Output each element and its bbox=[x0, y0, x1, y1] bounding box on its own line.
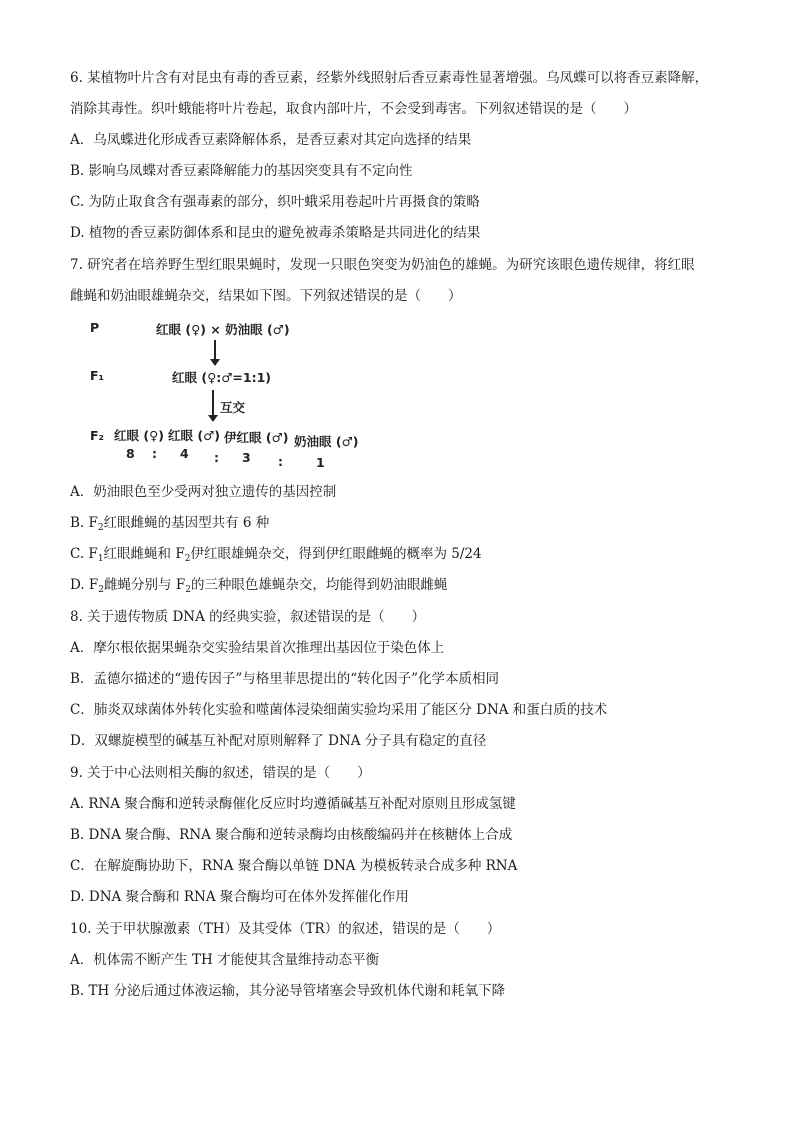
q10-stem: 10. 关于甲状腺激素（TH）及其受体（TR）的叙述，错误的是（ ） bbox=[70, 921, 501, 937]
p-label: P bbox=[90, 320, 100, 335]
f2-item-1: 红眼 (♀) bbox=[114, 428, 164, 443]
q8-option-d: D．双螺旋模型的碱基互补配对原则解释了 DNA 分子具有稳定的直径 bbox=[70, 733, 487, 749]
f2-sep-1: : bbox=[152, 446, 157, 461]
q9-option-a: A. RNA 聚合酶和逆转录酶催化反应时均遵循碱基互补配对原则且形成氢键 bbox=[70, 796, 516, 812]
q9-option-b: B. DNA 聚合酶、RNA 聚合酶和逆转录酶均由核酸编码并在核糖体上合成 bbox=[70, 827, 513, 843]
cross-diagram bbox=[70, 314, 370, 470]
q8-stem: 8. 关于遗传物质 DNA 的经典实验，叙述错误的是（ ） bbox=[70, 609, 426, 625]
q6-stem-line1: 6. 某植物叶片含有对昆虫有毒的香豆素，经紫外线照射后香豆素毒性显著增强。乌凤蝶可以将香豆素降解， bbox=[70, 70, 709, 86]
f2-ratio-3: 3 bbox=[242, 450, 251, 465]
q9-option-d: D. DNA 聚合酶和 RNA 聚合酶均可在体外发挥催化作用 bbox=[70, 889, 409, 905]
q7-option-b: B. $F_2$红眼雌蝇的基因型共有 6 种 bbox=[70, 515, 270, 533]
q6-option-c: C. 为防止取食含有强毒素的部分，织叶蛾采用卷起叶片再摄食的策略 bbox=[70, 194, 480, 210]
q10-option-b: B. TH 分泌后通过体液运输，其分泌导管堵塞会导致机体代谢和耗氧下降 bbox=[70, 983, 506, 999]
q10-option-a: A．机体需不断产生 TH 才能使其含量维持动态平衡 bbox=[70, 952, 380, 968]
arrow-to-f1 bbox=[214, 340, 216, 360]
q6-option-a: A．乌凤蝶进化形成香豆素降解体系，是香豆素对其定向选择的结果 bbox=[70, 132, 472, 148]
f2-label: F₂ bbox=[90, 428, 105, 443]
q7-option-d: D. $F_2$雌蝇分别与 $F_2$的三种眼色雄蝇杂交，均能得到奶油眼雌蝇 bbox=[70, 577, 448, 595]
intercross-label: 互交 bbox=[220, 400, 246, 415]
q6-option-d: D. 植物的香豆素防御体系和昆虫的避免被毒杀策略是共同进化的结果 bbox=[70, 225, 481, 241]
intercross-bar bbox=[212, 390, 214, 408]
f2-ratio-1: 8 bbox=[126, 446, 135, 461]
q7-option-a: A．奶油眼色至少受两对独立遗传的基因控制 bbox=[70, 484, 337, 500]
q8-option-b: B．孟德尔描述的“遗传因子”与格里菲思提出的“转化因子”化学本质相同 bbox=[70, 671, 500, 687]
p-cross: 红眼 (♀) × 奶油眼 (♂) bbox=[156, 322, 290, 337]
f2-sep-3: : bbox=[278, 454, 283, 469]
q9-stem: 9. 关于中心法则相关酶的叙述，错误的是（ ） bbox=[70, 765, 371, 781]
q8-option-c: C．肺炎双球菌体外转化实验和噬菌体浸染细菌实验均采用了能区分 DNA 和蛋白质的技术 bbox=[70, 702, 608, 718]
q6-stem-line2: 消除其毒性。织叶蛾能将叶片卷起，取食内部叶片，不会受到毒害。下列叙述错误的是（ ） bbox=[70, 101, 637, 117]
f2-item-2: 红眼 (♂) bbox=[168, 428, 220, 443]
q7-stem-line1: 7. 研究者在培养野生型红眼果蝇时，发现一只眼色突变为奶油色的雄蝇。为研究该眼色遗传规律，将红眼 bbox=[70, 257, 695, 273]
q8-option-a: A．摩尔根依据果蝇杂交实验结果首次推理出基因位于染色体上 bbox=[70, 640, 445, 656]
f2-ratio-4: 1 bbox=[316, 455, 325, 470]
f2-ratio-2: 4 bbox=[180, 446, 189, 461]
f1-text: 红眼 (♀:♂=1:1) bbox=[172, 370, 272, 385]
q9-option-c: C．在解旋酶协助下，RNA 聚合酶以单链 DNA 为模板转录合成多种 RNA bbox=[70, 858, 518, 874]
f2-item-3: 伊红眼 (♂) bbox=[224, 430, 289, 445]
q7-stem-line2: 雌蝇和奶油眼雄蝇杂交，结果如下图。下列叙述错误的是（ ） bbox=[70, 288, 462, 304]
q7-option-c: C. $F_1$红眼雌蝇和 $F_2$伊红眼雄蝇杂交，得到伊红眼雌蝇的概率为 5/24 bbox=[70, 546, 482, 564]
f2-item-4: 奶油眼 (♂) bbox=[294, 434, 359, 449]
q6-option-b: B. 影响乌凤蝶对香豆素降解能力的基因突变具有不定向性 bbox=[70, 163, 413, 179]
f2-sep-2: : bbox=[214, 450, 219, 465]
arrow-to-f2 bbox=[212, 408, 214, 416]
f1-label: F₁ bbox=[90, 368, 105, 383]
